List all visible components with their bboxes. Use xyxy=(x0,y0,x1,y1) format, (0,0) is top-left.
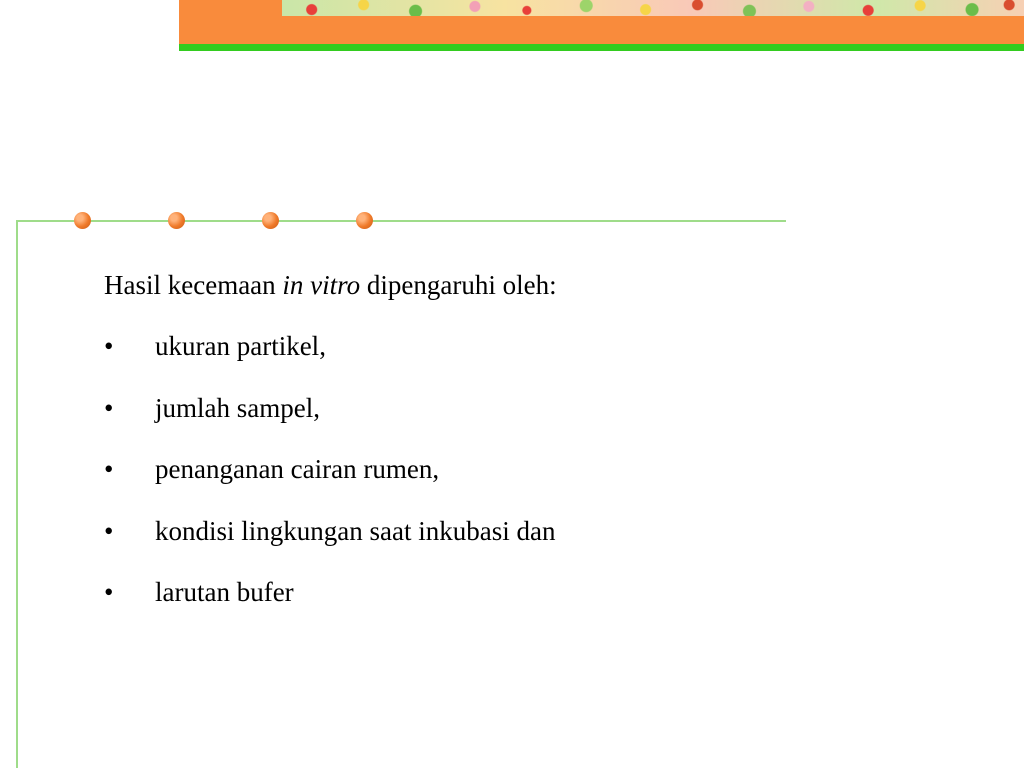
list-item-text: larutan bufer xyxy=(155,577,294,607)
list-item xyxy=(104,508,784,554)
frame-top-line xyxy=(16,220,786,222)
bullet-icon: • xyxy=(104,392,114,423)
intro-text-start: Hasil kecemaan xyxy=(104,270,283,300)
intro-text-end: dipengaruhi oleh: xyxy=(360,270,557,300)
banner-green-stripe xyxy=(179,44,1024,51)
bullet-list xyxy=(104,323,784,615)
list-item xyxy=(104,569,784,615)
decorative-dot-3 xyxy=(262,212,279,229)
bullet-icon: • xyxy=(104,515,114,546)
intro-emphasis: in vitro xyxy=(282,270,361,300)
bullet-icon: • xyxy=(104,577,114,607)
header-banner xyxy=(179,0,1024,52)
list-item xyxy=(104,446,784,492)
list-item-text: kondisi lingkungan saat inkubasi dan xyxy=(155,515,556,546)
bullet-icon: • xyxy=(104,331,114,361)
list-item-text: jumlah sampel, xyxy=(155,392,320,423)
decorative-dot-4 xyxy=(356,212,373,229)
floral-strip-image xyxy=(282,0,1024,16)
frame-left-line xyxy=(16,220,18,768)
list-item-text: ukuran partikel, xyxy=(155,331,326,361)
bullet-icon: • xyxy=(104,454,114,484)
slide-body xyxy=(104,262,784,631)
decorative-dot-1 xyxy=(74,212,91,229)
list-item xyxy=(104,323,784,369)
decorative-dot-2 xyxy=(168,212,185,229)
list-item-text: penanganan cairan rumen, xyxy=(155,454,440,484)
list-item xyxy=(104,385,784,431)
intro-paragraph xyxy=(104,262,784,308)
